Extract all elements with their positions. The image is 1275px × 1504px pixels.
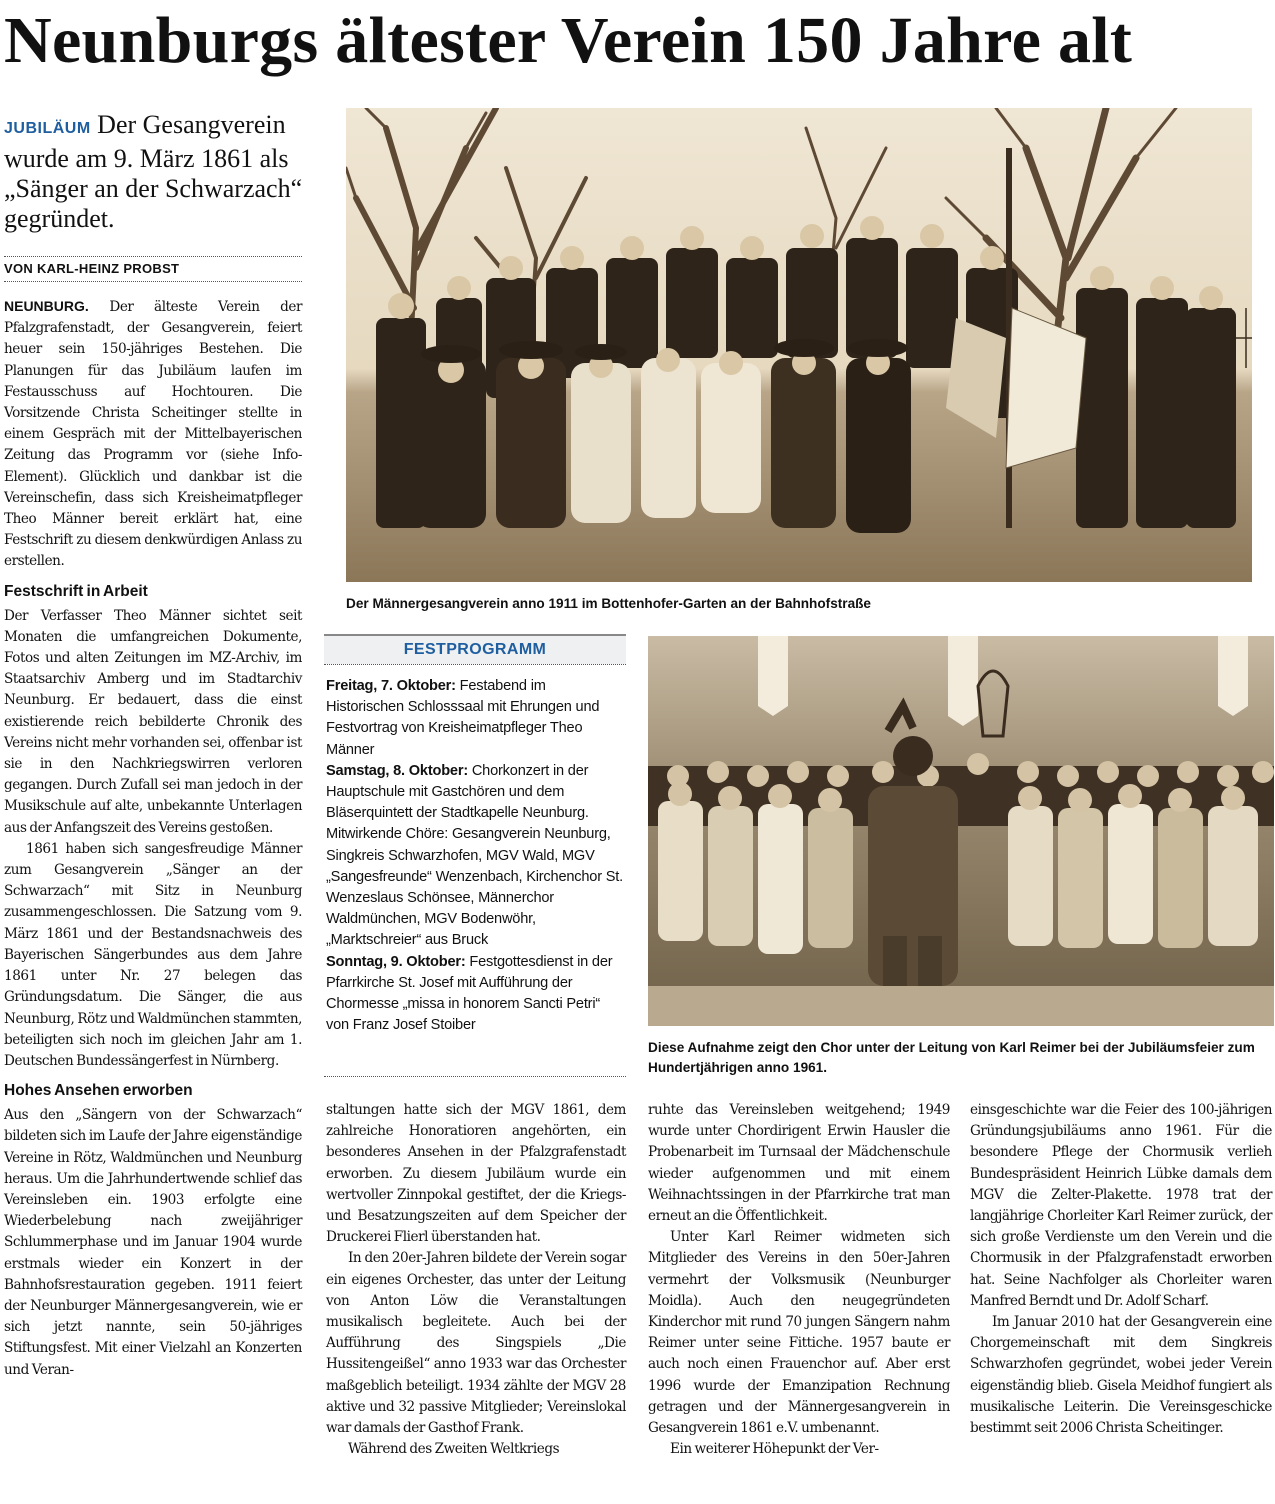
photo-caption: Diese Aufnahme zeigt den Chor unter der Leitung von Karl Reimer bei der Jubiläumsfeier zum Hundertjährigen anno 1961. xyxy=(648,1040,1255,1075)
paragraph: Aus den „Sängern von der Schwarzach“ bildeten sich im Laufe der Jahre eigenständige Vereine in Rötz, Waldmünchen und Neunburg heraus. Um die Jahrhundertwende schlief das Vereinsleben ein. 1903 erfolgte eine Wiederbelebung nach zweijähriger Schlummerphase und im Januar 1904 wurde erstmals wieder ein Konzert in der Bahnhofsrestauration gegeben. 1911 feiert der Neunburger Männergesangverein, wie er sich jetzt nannte, sein 50-jähriges Stiftungsfest. Mit einer Vielzahl an Konzerten und Veran- xyxy=(4,1107,302,1378)
paragraph: In den 20er-Jahren bildete der Verein sogar ein eigenes Orchester, das unter der Leitung von Anton Löw die Veranstaltungen musikalisch begleitete. Auch bei der Aufführung des Singspiels „Die Hussitengeißel“ anno 1933 war das Orchester maßgeblich beteiligt. 1934 zählte der MGV 28 aktive und 32 passive Mitglieder; Vereinslokal war damals der Gasthof Frank. xyxy=(326,1250,626,1437)
headline: Neunburgs ältester Verein 150 Jahre alt xyxy=(4,4,1133,77)
paragraph: einsgeschichte war die Feier des 100-jährigen Gründungsjubiläums anno 1961. Für die besondere Pflege der Chormusik verlieh Bundespräsident Heinrich Lübke damals dem MGV die Zelter-Plakette. 1978 trat der langjährige Chorleiter Karl Reimer zurück, der sich große Verdienste um den Verein und die Chormusik in der Pfalzgrafenstadt erworben hat. Seine Nachfolger als Chorleiter waren Manfred Berndt und Dr. Adolf Scharf. xyxy=(970,1102,1272,1309)
paragraph: ruhte das Vereinsleben weitgehend; 1949 wurde unter Chordirigent Erwin Hausler die Probenarbeit im Turnsaal der Mädchenschule wieder aufgenommen und mit einem Weihnachtssingen in der Pfarrkirche trat man erneut an die Öffentlichkeit. xyxy=(648,1102,950,1225)
divider xyxy=(324,664,626,665)
paragraph: NEUNBURG. Der älteste Verein der Pfalzgrafenstadt, der Gesangverein, feiert heuer sein 150-jähriges Bestehen. Die Planungen für das Jubiläum laufen im Festausschuss auf Hochtouren. Die Vorsitzende Christa Scheitinger stellte in einem Gespräch mit der Mittelbayerischen Zeitung das Programm vor (siehe Info-Element). Glücklich und dankbar ist die Vereinschefin, dass sich Kreisheimatpfleger Theo Männer bereit erklärt hat, eine Festschrift zu diesem denkwürdigen Anlass zu erstellen. xyxy=(4,298,302,570)
article-column-3 xyxy=(648,1100,950,1460)
article-column-1 xyxy=(4,296,302,1381)
lead-kicker: JUBILÄUM xyxy=(4,120,91,137)
article-column-2 xyxy=(326,1100,626,1460)
article-column-4 xyxy=(970,1100,1272,1439)
paragraph: Während des Zweiten Weltkriegs xyxy=(348,1441,560,1458)
festprogramm-list xyxy=(326,676,626,1036)
festprogramm-title: FESTPROGRAMM xyxy=(324,634,626,664)
lead xyxy=(4,110,304,234)
photo-choir-1961 xyxy=(648,636,1274,1026)
photo-caption: Der Männergesangverein anno 1911 im Bottenhofer-Garten an der Bahnhofstraße xyxy=(346,596,871,611)
subheading: Festschrift in Arbeit xyxy=(4,582,148,600)
photo-group-1911 xyxy=(346,108,1252,582)
paragraph: Unter Karl Reimer widmeten sich Mitglieder des Vereins in den 50er-Jahren vermehrt der Volksmusik (Neunburger Moidla). Auch den neugegründeten Kinderchor mit rund 70 jungen Sängern nahm Reimer unter seine Fittiche. 1957 baute er auch noch einen Frauenchor auf. Aber erst 1996 wurde der Emanzipation Rechnung getragen und der Männergesangverein in Gesangverein 1861 e.V. umbenannt. xyxy=(648,1229,950,1437)
byline: VON KARL-HEINZ PROBST xyxy=(4,261,180,276)
paragraph: 1861 haben sich sangesfreudige Männer zum Gesangverein „Sänger an der Schwarzach“ mit Sitz in Neunburg zusammengeschlossen. Die Satzung vom 9. März 1861 und der Bestandsnachweis des Bayerischen Sängerbundes aus dem Jahre 1861 unter Nr. 27 belegen das Gründungsdatum. Die Sänger, die aus Neunburg, Rötz und Waldmünchen stammten, beteiligten sich noch im gleichen Jahr am 1. Deutschen Bundessängerfest in Nürnberg. xyxy=(4,840,302,1069)
lead-text: Der Gesangverein wurde am 9. März 1861 als „Sänger an der Schwarzach“ gegründet. xyxy=(4,110,303,233)
paragraph: Im Januar 2010 hat der Gesangverein eine Chorgemeinschaft mit dem Singkreis Schwarzhofen gegründet, wobei jeder Verein eigenständig blieb. Gisela Meidhof fungiert als musikalische Leiterin. Die Vereinsgeschicke bestimmt seit 2006 Christa Scheitinger. xyxy=(970,1314,1272,1437)
festprogramm-item: Freitag, 7. Oktober: Festabend im Historischen Schlosssaal mit Ehrungen und Festvortrag von Kreisheimatpfleger Theo Männer xyxy=(326,678,600,758)
paragraph: staltungen hatte sich der MGV 1861, dem zahlreiche Honoratioren angehörten, ein besonderes Ansehen in der Pfalzgrafenstadt erworben. Zu diesem Jubiläum wurde ein wertvoller Zinnpokal gestiftet, der die Kriegs- und Besatzungszeiten auf dem Speicher der Druckerei Flierl überstanden hat. xyxy=(326,1102,626,1246)
divider xyxy=(4,256,302,257)
divider xyxy=(4,281,302,282)
dateline: NEUNBURG. xyxy=(4,298,89,314)
paragraph: Ein weiterer Höhepunkt der Ver- xyxy=(670,1441,879,1458)
divider xyxy=(324,1076,626,1077)
festprogramm-item: Sonntag, 9. Oktober: Festgottesdienst in der Pfarrkirche St. Josef mit Aufführung der Chormesse „missa in honorem Sancti Petri“ von Franz Josef Stoiber xyxy=(326,953,613,1034)
subheading: Hohes Ansehen erworben xyxy=(4,1082,193,1100)
festprogramm-item: Samstag, 8. Oktober: Chorkonzert in der Hauptschule mit Gastchören und dem Bläserquintett der Stadtkapelle Neunburg. Mitwirkende Chöre: Gesangverein Neunburg, Singkreis Schwarzhofen, MGV Wald, MGV „Sangesfreunde“ Wenzenbach, Kirchenchor St. Wenzeslaus Schönsee, Männerchor Waldmünchen, MGV Bodenwöhr, „Marktschreier“ aus Bruck xyxy=(326,762,623,949)
paragraph: Der Verfasser Theo Männer sichtet seit Monaten die umfangreichen Dokumente, Fotos und alten Zeitungen im MZ-Archiv, im Staatsarchiv Amberg und im Stadtarchiv Neunburg. Er bedauert, dass die einst existierende reich bebilderte Chronik des Vereins nicht mehr vorhanden sei, offenbar ist sie in den Nachkriegswirren verloren gegangen. Durch Zufall sei man jedoch in der Musikschule auf alte, unbekannte Unterlagen aus der Anfangszeit des Vereins gestoßen. xyxy=(4,607,302,836)
